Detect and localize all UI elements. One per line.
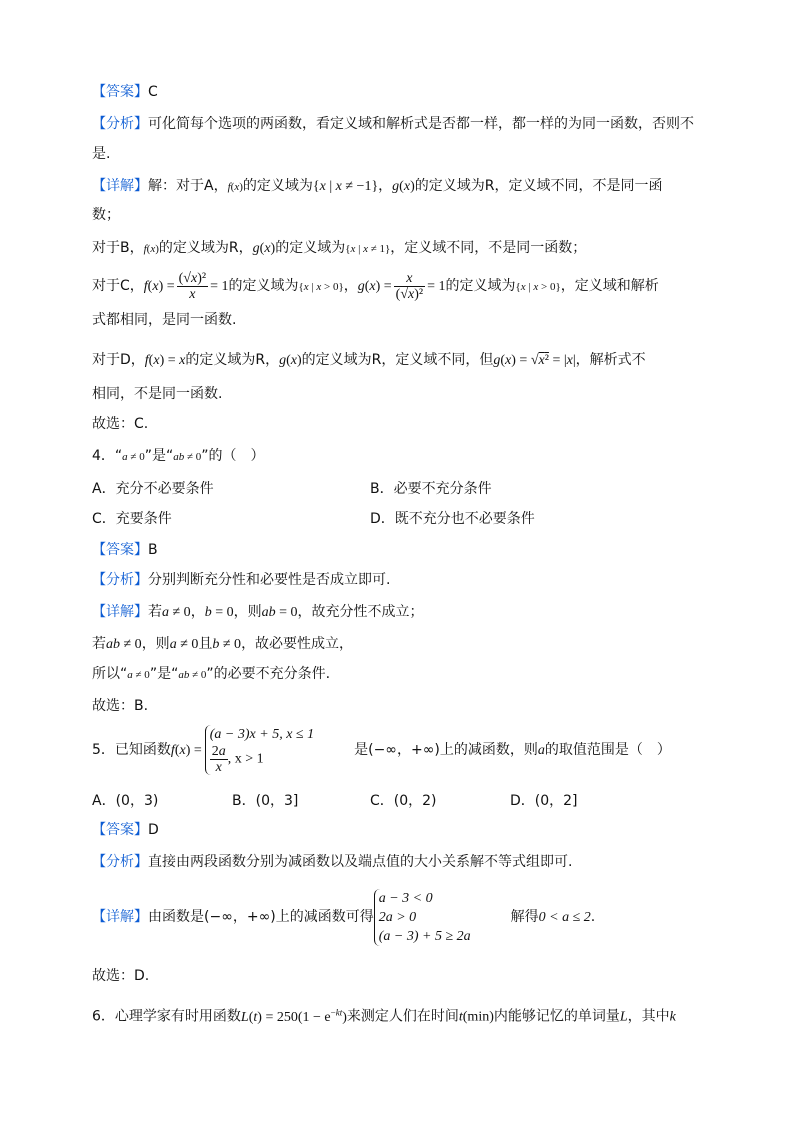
q5-option-a: A．(0，3) <box>92 793 159 809</box>
result-inequality: 0 < a ≤ 2 <box>538 910 591 925</box>
q4-option-c: C．充要条件 <box>92 511 172 527</box>
q4-option-a: A．充分不必要条件 <box>92 481 214 497</box>
analysis-text: 可化简每个选项的两函数，看定义域和解析式是否都一样，都一样的为同一函数，否则不 <box>148 116 694 132</box>
q3-answer-line <box>92 82 158 102</box>
q5-choose: 故选：D. <box>92 968 150 984</box>
q3-detail-a-line-2: 数； <box>92 207 120 223</box>
q5-option-b: B．(0，3] <box>232 793 299 809</box>
q5-stem: 5．已知函数f(x) = (a − 3)x + 5, x ≤ 1 $\frac{2a}{x}$ , x > 1 是(−∞，+∞)上的减函数，则a的取值范围是（ ） <box>92 727 671 775</box>
math-gx: g <box>392 179 400 194</box>
fraction-c-g: $\frac{x}{\text{(√x)²}}$ <box>395 270 424 302</box>
q4-detail-3: 所以“a ≠ 0”是“ab ≠ 0”的必要不充分条件. <box>92 666 331 682</box>
q3-detail-d: 对于D，f(x) = x的定义域为R，g(x)的定义域为R，定义域不同，但g(x) = √x² = |x|，解析式不 <box>92 352 646 368</box>
q5-detail: 【详解】由函数是(−∞，+∞)上的减函数可得 a − 3 < 0 2a > 0 (a − 3) + 5 ≥ 2a 解得0 < a ≤ 2. <box>92 890 596 944</box>
math-fx: f <box>227 181 231 193</box>
q3-detail-d-line-2: 相同，不是同一函数. <box>92 386 223 402</box>
answer-value: C <box>148 84 158 100</box>
answer-tag: 【答案】 <box>92 84 148 100</box>
q4-answer-line: 【答案】B <box>92 542 158 558</box>
q4-detail-1: 【详解】若a ≠ 0，b = 0，则ab = 0，故充分性不成立； <box>92 604 424 620</box>
q3-choose: 故选：C. <box>92 416 149 432</box>
q3-detail-b: 对于B，f(x)的定义域为R，g(x)的定义域为{x | x ≠ 1}，定义域不同，不是同一函数； <box>92 240 587 256</box>
math-domain-b-g: {x | x ≠ 1} <box>345 243 391 255</box>
math-abs: g(x) = √x² = |x| <box>493 353 576 368</box>
q4-choose: 故选：B. <box>92 698 149 714</box>
q3-analysis-line-2: 是. <box>92 146 111 162</box>
detail-tag: 【详解】 <box>92 178 148 194</box>
q4-option-d: D．既不充分也不必要条件 <box>370 511 535 527</box>
q3-detail-c: 对于C，f(x) = $\frac{\text{(√x)²}}{x}$ = 1的定义域为{x | x > 0}，g(x) = $\frac{x}{\text{(√x)²}}$ = 1的定义域为{x | x > 0}，定义域和解析 <box>92 270 659 302</box>
q4-analysis-line: 【分析】分别判断充分性和必要性是否成立即可. <box>92 572 391 588</box>
fraction-c-f: $\frac{\text{(√x)²}}{x}$ <box>178 270 207 302</box>
piecewise-brace: (a − 3)x + 5, x ≤ 1 $\frac{2a}{x}$ , x > 1 <box>205 725 314 775</box>
math-domain-a-f: {x | x ≠ −1} <box>312 179 379 194</box>
q5-option-c: C．(0，2) <box>370 793 437 809</box>
q3-analysis-line <box>92 114 694 134</box>
q5-analysis-line: 【分析】直接由两段函数分别为减函数以及端点值的大小关系解不等式组即可. <box>92 854 573 870</box>
q4-detail-2: 若ab ≠ 0，则a ≠ 0且b ≠ 0，故必要性成立， <box>92 636 354 652</box>
inequality-system-brace: a − 3 < 0 2a > 0 (a − 3) + 5 ≥ 2a <box>374 889 471 946</box>
q5-answer-line: 【答案】D <box>92 822 159 838</box>
math-lt: $L(t) = 250(1 - e^{-kt})$ <box>240 1007 347 1025</box>
analysis-tag: 【分析】 <box>92 116 148 132</box>
q4-option-b: B．必要不充分条件 <box>370 481 492 497</box>
q5-option-d: D．(0，2] <box>510 793 578 809</box>
q3-detail-a: 【详解】解：对于A，f(x)的定义域为{x | x ≠ −1}，g(x)的定义域为R，定义域不同，不是同一函 <box>92 178 663 194</box>
q3-detail-c-line-2: 式都相同，是同一函数. <box>92 312 237 328</box>
q4-stem: 4．“a ≠ 0”是“ab ≠ 0”的（ ） <box>92 448 265 464</box>
q6-stem: 6．心理学家有时用函数$L(t) = 250(1 - e^{-kt})$来测定人们在时间t(min)内能够记忆的单词量L，其中k <box>92 1007 676 1025</box>
